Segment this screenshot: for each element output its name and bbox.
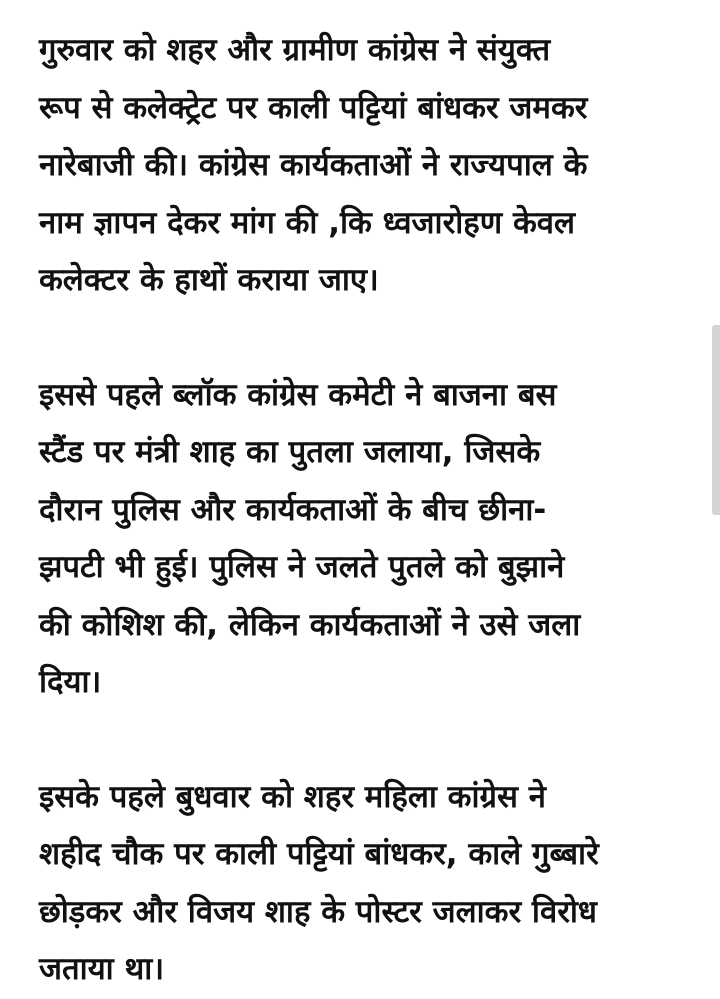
text-line: की कोशिश की, लेकिन कार्यकताओं ने उसे जला	[39, 606, 581, 643]
text-line: दौरान पुलिस और कार्यकताओं के बीच छीना-	[39, 491, 547, 528]
paragraph-3	[39, 769, 689, 999]
text-line: गुरुवार को शहर और ग्रामीण कांग्रेस ने संयुक्त	[39, 32, 551, 68]
text-line: दिया।	[39, 664, 102, 700]
text-line: कलेक्टर के हाथों कराया जाए।	[39, 262, 379, 298]
text-line: इससे पहले ब्लॉक कांग्रेस कमेटी ने बाजना बस	[39, 376, 557, 413]
text-line: नाम ज्ञापन देकर मांग की ,कि ध्वजारोहण केवल	[39, 204, 576, 241]
scrollbar-thumb[interactable]	[712, 325, 720, 515]
text-line: जताया था।	[39, 951, 165, 987]
paragraph-2	[39, 367, 689, 712]
text-line: छोड़कर और विजय शाह के पोस्टर जलाकर विरोध	[39, 893, 597, 930]
text-line: स्टैंड पर मंत्री शाह का पुतला जलाया, जिसके	[39, 434, 541, 470]
text-line: शहीद चौक पर काली पट्टियां बांधकर, काले गुब्बारे	[39, 836, 599, 872]
text-line: झपटी भी हुई। पुलिस ने जलते पुतले को बुझाने	[39, 549, 565, 585]
article-body	[39, 22, 689, 999]
text-line: इसके पहले बुधवार को शहर महिला कांग्रेस ने	[39, 778, 546, 815]
text-line: नारेबाजी की। कांग्रेस कार्यकताओं ने राज्यपाल के	[39, 147, 588, 183]
text-line: रूप से कलेक्ट्रेट पर काली पट्टियां बांधकर जमकर	[39, 89, 588, 126]
paragraph-1	[39, 22, 689, 310]
